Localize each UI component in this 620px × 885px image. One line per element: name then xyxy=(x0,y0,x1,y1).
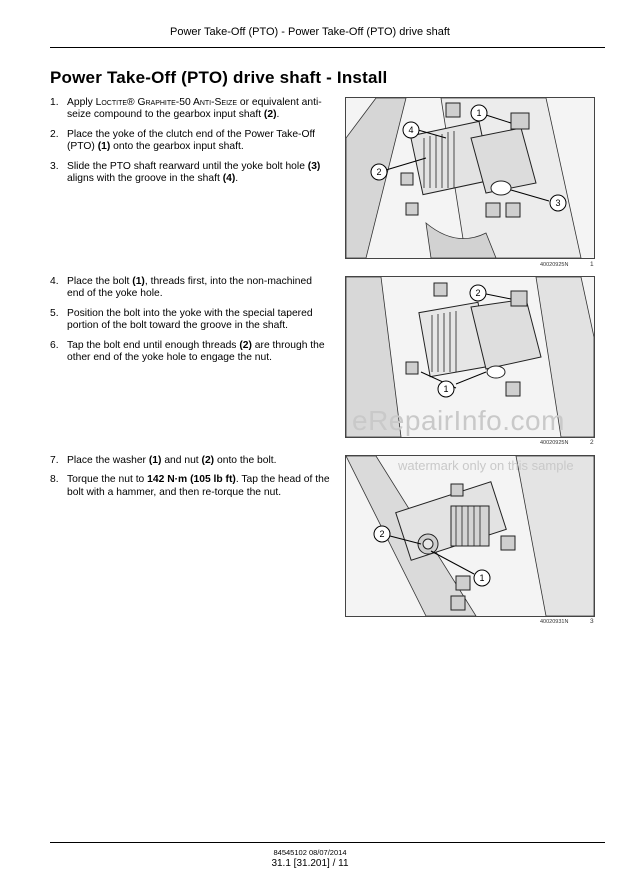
figure-3-number: 3 xyxy=(590,618,594,625)
steps-group-2 xyxy=(50,276,330,371)
step-8: 8. Torque the nut to 142 N·m (105 lb ft). Tap the head of the bolt with a hammer, and then re-torque the nut. xyxy=(50,474,330,498)
steps-group-3 xyxy=(50,455,330,506)
header-rule xyxy=(50,47,605,48)
watermark-sub: watermark only on this sample xyxy=(398,458,574,473)
watermark-main: eRepairInfo.com xyxy=(352,405,565,436)
figure-2-number: 2 xyxy=(590,439,594,446)
svg-text:4: 4 xyxy=(408,125,414,135)
svg-text:1: 1 xyxy=(476,108,482,118)
step-5: 5. Position the bolt into the yoke with the special tapered portion of the bolt toward the groove in the shaft. xyxy=(50,307,313,332)
figure-3-image xyxy=(345,455,595,617)
svg-text:2: 2 xyxy=(475,288,481,298)
figure-3-id: 40020931N xyxy=(540,619,569,625)
section-title: Power Take-Off (PTO) drive shaft - Install xyxy=(50,68,388,87)
step-4: 4. Place the bolt (1), threads first, into the non-machined end of the yoke hole. xyxy=(50,276,312,300)
figure-1-number: 1 xyxy=(590,261,594,268)
svg-text:2: 2 xyxy=(376,167,382,177)
svg-text:1: 1 xyxy=(443,384,449,394)
step-1: 1. Apply Loctite® Graphite-50 Anti-Seize or equivalent anti-seize compound to the gearbox input shaft (2). xyxy=(50,97,322,121)
footer-doc-number: 84545102 08/07/2014 xyxy=(273,848,347,857)
steps-group-1 xyxy=(50,97,330,192)
svg-text:2: 2 xyxy=(379,529,385,539)
step-2: 2. Place the yoke of the clutch end of the Power Take-Off (PTO) (1) onto the gearbox input shaft. xyxy=(50,128,316,153)
svg-text:1: 1 xyxy=(479,573,485,583)
figure-1-image xyxy=(345,97,595,259)
step-3: 3. Slide the PTO shaft rearward until the yoke bolt hole (3) aligns with the groove in the shaft (4). xyxy=(50,160,321,185)
footer-rule xyxy=(50,842,605,843)
svg-text:3: 3 xyxy=(555,198,561,208)
figure-2-id: 40020925N xyxy=(540,440,569,446)
step-6: 6. Tap the bolt end until enough threads (2) are through the other end of the yoke hole to engage the nut. xyxy=(50,339,325,364)
figure-1-id: 40020925N xyxy=(540,262,569,268)
running-header: Power Take-Off (PTO) - Power Take-Off (PTO) drive shaft xyxy=(170,26,450,38)
step-7: 7. Place the washer (1) and nut (2) onto the bolt. xyxy=(50,455,277,466)
footer-page-number: 31.1 [31.201] / 11 xyxy=(271,858,349,869)
